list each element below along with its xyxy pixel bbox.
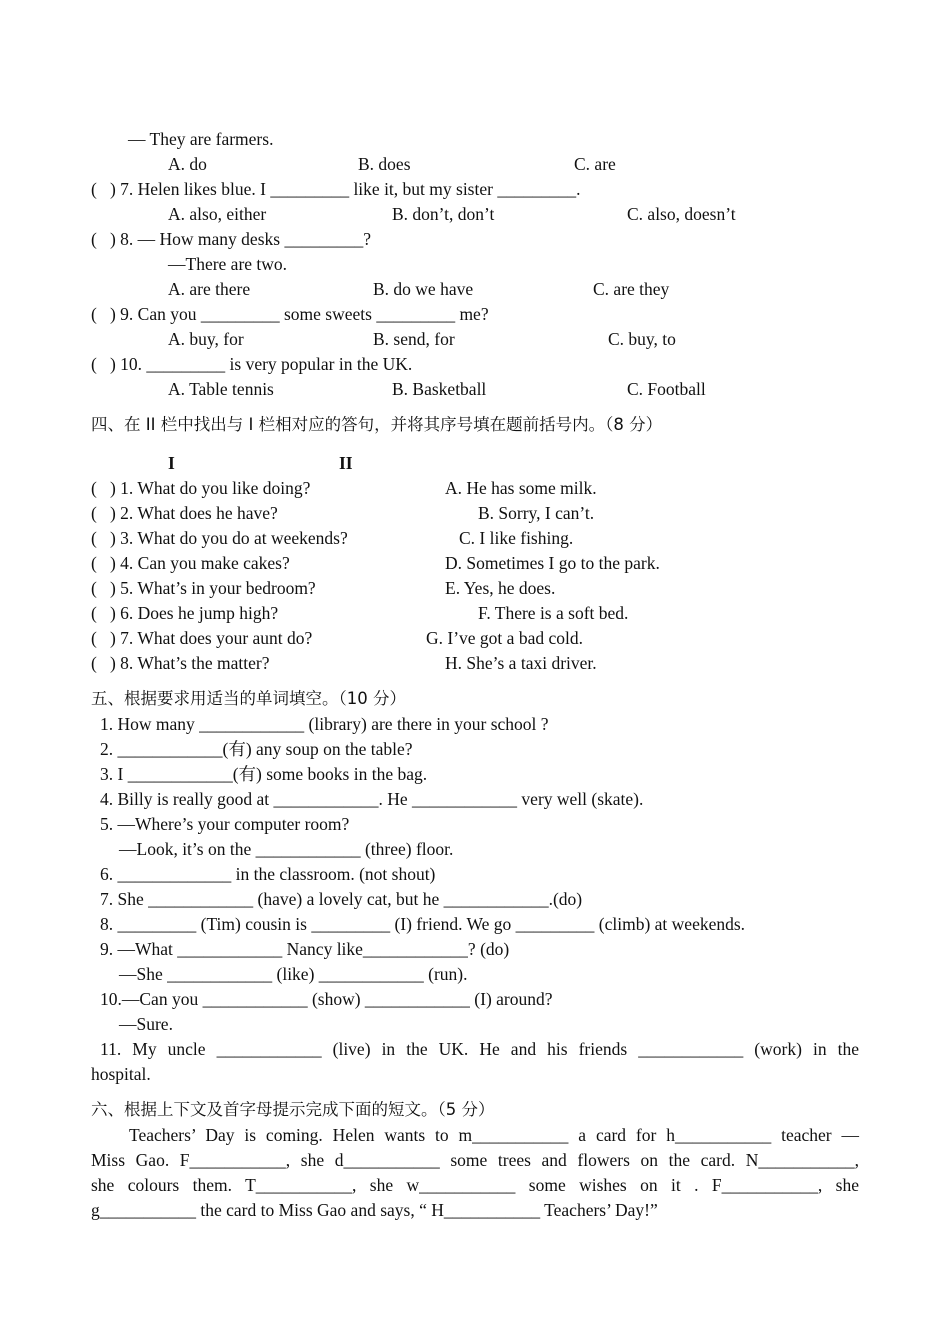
match-question-3: ( ) 3. What do you do at weekends?	[91, 528, 348, 548]
match-answer-d: D. Sometimes I go to the park.	[445, 553, 660, 573]
match-answer-a: A. He has some milk.	[445, 478, 597, 498]
q9-option-c: C. buy, to	[608, 329, 676, 349]
match-question-5: ( ) 5. What’s in your bedroom?	[91, 578, 316, 598]
column-i-header: I	[168, 453, 175, 473]
match-answer-c: C. I like fishing.	[459, 528, 574, 548]
q10-option-c: C. Football	[627, 379, 706, 399]
match-answer-b: B. Sorry, I can’t.	[478, 503, 595, 523]
q9-option-a: A. buy, for	[168, 329, 244, 349]
section6-heading: 六、根据上下文及首字母提示完成下面的短文。（5 分）	[91, 1100, 495, 1119]
match-answer-h: H. She’s a taxi driver.	[445, 653, 597, 673]
match-question-8: ( ) 8. What’s the matter?	[91, 653, 270, 673]
question-10: ( ) 10. _________ is very popular in the UK.	[91, 354, 413, 374]
q6-option-b: B. does	[358, 154, 411, 174]
fill-item-1: 1. How many ____________ (library) are there in your school ?	[100, 714, 549, 734]
column-ii-header: II	[339, 453, 353, 473]
match-question-2: ( ) 2. What does he have?	[91, 503, 278, 523]
question-9: ( ) 9. Can you _________ some sweets _________ me?	[91, 304, 489, 324]
fill-item-9-question: 9. —What ____________ Nancy like____________? (do)	[100, 939, 510, 959]
passage-line-3: she colours them. T___________, she w___________ some wishes on it . F___________, she	[91, 1175, 859, 1195]
fill-item-11: 11. My uncle ____________ (live) in the UK. He and his friends ____________ (work) in the	[100, 1039, 859, 1059]
passage-line-4: g___________ the card to Miss Gao and says, “ H___________ Teachers’ Day!”	[91, 1200, 658, 1220]
fill-item-3: 3. I ____________(有) some books in the bag.	[100, 764, 428, 784]
match-answer-e: E. Yes, he does.	[445, 578, 556, 598]
section4-heading: 四、在 II 栏中找出与 I 栏相对应的答句，并将其序号填在题前括号内。（8 分）	[91, 415, 663, 434]
passage-line-2: Miss Gao. F___________, she d___________ some trees and flowers on the card. N___________,	[91, 1150, 859, 1170]
question-8: ( ) 8. — How many desks _________?	[91, 229, 371, 249]
passage-line-1: Teachers’ Day is coming. Helen wants to m___________ a card for h___________ teacher —	[129, 1125, 859, 1145]
match-question-1: ( ) 1. What do you like doing?	[91, 478, 311, 498]
fill-item-5-answer: —Look, it’s on the ____________ (three) floor.	[119, 839, 454, 859]
question-7: ( ) 7. Helen likes blue. I _________ like it, but my sister _________.	[91, 179, 581, 199]
fill-item-2: 2. ____________(有) any soup on the table?	[100, 739, 413, 759]
match-answer-g: G. I’ve got a bad cold.	[426, 628, 583, 648]
fill-item-7: 7. She ____________ (have) a lovely cat, but he ____________.(do)	[100, 889, 583, 909]
q7-option-b: B. don’t, don’t	[392, 204, 495, 224]
fill-item-11-continued: hospital.	[91, 1064, 151, 1084]
q6-answer-line: — They are farmers.	[128, 129, 274, 149]
fill-item-4: 4. Billy is really good at ____________. He ____________ very well (skate).	[100, 789, 644, 809]
q6-option-c: C. are	[574, 154, 616, 174]
q10-option-b: B. Basketball	[392, 379, 487, 399]
fill-item-9-answer: —She ____________ (like) ____________ (run).	[119, 964, 468, 984]
fill-item-8: 8. _________ (Tim) cousin is _________ (I) friend. We go _________ (climb) at weekends.	[100, 914, 746, 934]
q8-option-c: C. are they	[593, 279, 670, 299]
q7-option-c: C. also, doesn’t	[627, 204, 736, 224]
fill-item-10-answer: —Sure.	[119, 1014, 173, 1034]
q10-option-a: A. Table tennis	[168, 379, 274, 399]
q6-option-a: A. do	[168, 154, 207, 174]
match-question-6: ( ) 6. Does he jump high?	[91, 603, 279, 623]
q8-option-b: B. do we have	[373, 279, 474, 299]
fill-item-6: 6. _____________ in the classroom. (not shout)	[100, 864, 436, 884]
fill-item-5-question: 5. —Where’s your computer room?	[100, 814, 350, 834]
q9-option-b: B. send, for	[373, 329, 455, 349]
q8-option-a: A. are there	[168, 279, 251, 299]
match-question-4: ( ) 4. Can you make cakes?	[91, 553, 290, 573]
fill-item-10-question: 10.—Can you ____________ (show) ____________ (I) around?	[100, 989, 553, 1009]
section5-heading: 五、根据要求用适当的单词填空。（10 分）	[91, 689, 406, 708]
match-question-7: ( ) 7. What does your aunt do?	[91, 628, 313, 648]
q8-answer-line: —There are two.	[168, 254, 288, 274]
match-answer-f: F. There is a soft bed.	[478, 603, 629, 623]
q7-option-a: A. also, either	[168, 204, 267, 224]
